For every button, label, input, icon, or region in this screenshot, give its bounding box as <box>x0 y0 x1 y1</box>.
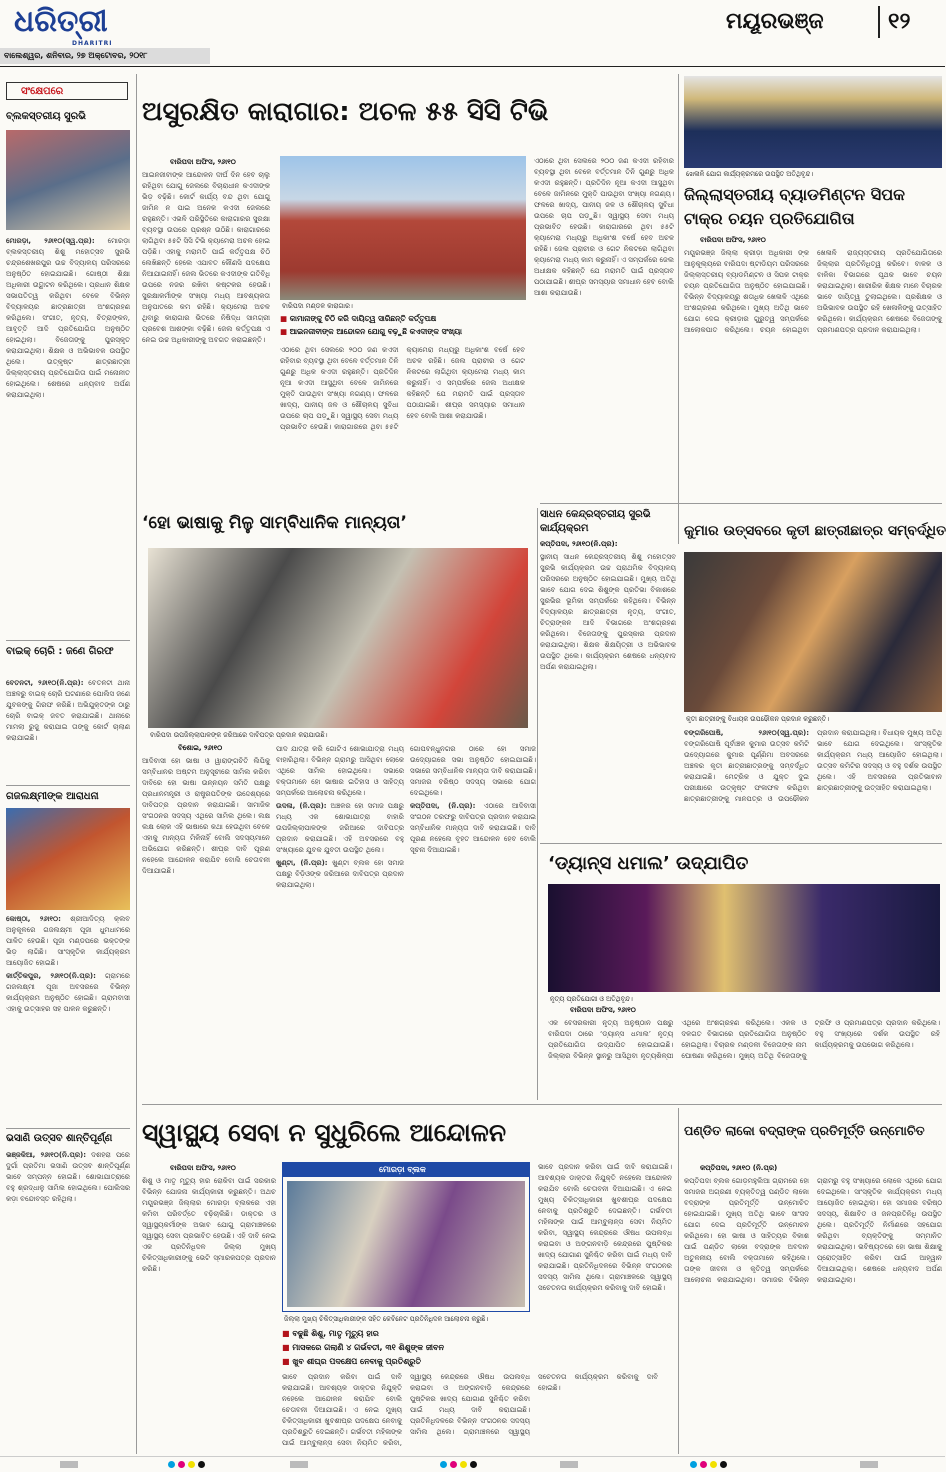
lead-highlight-1-text: କାମାନାଙ୍କୁ ଚିଠି କରି ଦାୟିତ୍ୱ ସାରିଛନ୍ତି କର୍ତ୍ତୃପକ୍ଷ <box>289 314 437 323</box>
print-swatch-yellow-1 <box>188 1461 195 1468</box>
health-highlight-1-text: ବଢୁଛି ଶିଶୁ, ମାତୃ ମୃତ୍ୟୁ ହାର <box>292 1329 379 1338</box>
ho-photo-caption: ବାରିପଦା ଉପଜିଲ୍ଲାପାଳଙ୍କ ଜରିଆରେ ଦାବିପତ୍ର ପ୍ରଦାନ କରାଯାଉଛି। <box>150 731 328 739</box>
dance-dateline: ବାରିପଦା ଅଫିସ, ୨୬ା୧୦ <box>570 1006 636 1014</box>
badminton-body: ମୟୂରଭଞ୍ଜ ଜିଲ୍ଲା କ୍ରୀଡ଼ା ଅଧିକାରୀ ଙ୍କ ଆନୁକୂଲ୍ୟରେ ବାରିପଦା ଷ୍ଟାଡିୟମ ପରିସରରେ ଜିଲ୍ଲାସ୍ତରୀୟ ବ୍ୟାଡମିଣ୍ଟନ ଓ ସିପକ ଟାକ୍ର ଚୟନ ପ୍ରତିଯୋଗିତା ଅନୁଷ୍ଠିତ ହୋଇଯାଇଛି। ବିଭିନ୍ନ ବିଦ୍ୟାଳୟରୁ ଶତାଧିକ ଖେଳାଳି ଏଥିରେ ଅଂଶଗ୍ରହଣ କରିଥିଲେ। ମୁଖ୍ୟ ଅତିଥି ଭାବେ ଯୋଗ ଦେଇ କ୍ରୀଡ଼ାର ଗୁରୁତ୍ୱ ସମ୍ପର୍କରେ ଆଲୋକପାତ କରିଥିଲେ। ଚୟନ ହୋଇଥିବା ଖେଳାଳି ରାଜ୍ୟସ୍ତରୀୟ ପ୍ରତିଯୋଗିତାରେ ଜିଲ୍ଲାର ପ୍ରତିନିଧିତ୍ୱ କରିବେ। ବାଳକ ଓ ବାଳିକା ବିଭାଗରେ ପୃଥକ ଭାବେ ଚୟନ କରାଯାଇଥିଲା। ଶାରୀରିକ ଶିକ୍ଷକ ମାନେ ବିଚାରକ ଭାବେ ଦାୟିତ୍ୱ ତୁଲାଇଥିଲେ। ପ୍ରଶିକ୍ଷକ ଓ ଅଭିଭାବକ ଉପସ୍ଥିତ ରହି ଖେଳାଳିଙ୍କୁ ଉତ୍ସାହିତ କରିଥିଲେ। କାର୍ଯ୍ୟକ୍ରମ ଶେଷରେ ବିଜେତାଙ୍କୁ ପ୍ରମାଣପତ୍ର ପ୍ରଦାନ କରାଯାଇଥିଲା। <box>684 249 942 334</box>
print-swatch-yellow-2 <box>460 1461 467 1468</box>
ho-dateline3: ଖୁଣ୍ଟା, (ନି.ପ୍ର): <box>276 859 328 867</box>
brief3-article <box>6 914 130 1124</box>
page-number: ୧୨ <box>888 9 911 34</box>
brief2-dateline: ବେତନଟୀ, ୨୬ା୧୦(ନି.ପ୍ର): <box>6 679 84 687</box>
brief2-body: ବେତନଟୀ ଥାନା ଅଞ୍ଚଳରୁ ବାଇକ୍ ଚୋରି ଘଟଣାରେ ପୋଲିସ ଜଣେ ଯୁବକଙ୍କୁ ଗିରଫ କରିଛି। ଅଭିଯୁକ୍ତଙ୍କ ଠାରୁ ଚୋରି ବାଇକ୍ ଜବତ କରାଯାଇଛି। ଥାନାରେ ମାମଲା ରୁଜୁ କରାଯାଇ ତାଙ୍କୁ କୋର୍ଟ ଚାଲାଣ କରାଯାଇଛି। <box>6 679 130 742</box>
briefs-box-title: ସଂକ୍ଷେପରେ <box>21 86 64 97</box>
lead-body-c <box>534 156 674 501</box>
ho-body-e: ଗୋପବନ୍ଧୁନଗର ଠାରେ ହୋ ସମାଜ ଉଦ୍ୟୋଗରେ ସଭା ଅନୁଷ୍ଠିତ ହୋଇଯାଇଛି। ସଭାରେ ସମ୍ବିଧାନିକ ମାନ୍ୟତା ଦାବି କରାଯାଇଛି। ସମାଜର ବରିଷ୍ଠ ସଦସ୍ୟ ସଭାରେ ଯୋଗ ଦେଇଥିଲେ। <box>410 745 536 797</box>
brief3-body: ଶ୍ରୀଆଦିତ୍ୟ କ୍ଲବ ଅନୁକୂଳରେ ଗଜଲକ୍ଷ୍ମୀ ପୂଜା ଧୁମଧାମରେ ପାଳିତ ହେଉଛି। ପୂଜା ମଣ୍ଡପରେ ଭକ୍ତଙ୍କ ଭିଡ଼ ଲାଗିଛି। ସାଂସ୍କୃତିକ କାର୍ଯ୍ୟକ୍ରମ ଆୟୋଜିତ ହୋଇଛି। <box>6 915 130 967</box>
brief4-article <box>6 1150 130 1450</box>
ho-photo <box>148 548 528 728</box>
brief3-dateline2: କାର୍ତ୍ତିକପୁର, ୨୬ା୧୦(ନି.ପ୍ର): <box>6 972 96 980</box>
briefs-box-header <box>6 82 128 100</box>
lead-photo-jail <box>280 156 526 300</box>
health-box-header <box>283 1163 529 1177</box>
section-title: ମୟୂରଭଞ୍ଜ <box>726 9 824 34</box>
masthead-right <box>720 0 945 48</box>
print-swatch-magenta-2 <box>450 1461 457 1468</box>
health-highlight-2-text: ମାସକରେ ଗଲାଣି ୪ ଗର୍ଭବତୀ, ୩୧ ଶିଶୁଙ୍କ ଜୀବନ <box>292 1343 445 1352</box>
ho-dateline4: କପ୍ତିପଦା, (ନି.ପ୍ର): <box>410 802 476 810</box>
health-box <box>282 1162 530 1312</box>
print-swatch-cyan-2 <box>440 1461 447 1468</box>
sadhan-headline: ସାଧନ କେନ୍ଦ୍ରସ୍ତରୀୟ ସୁରଭି କାର୍ଯ୍ୟକ୍ରମ <box>540 509 651 534</box>
health-highlight-2: ■ ମାସକରେ ଗଲାଣି ୪ ଗର୍ଭବତୀ, ୩୧ ଶିଶୁଙ୍କ ଜୀବନ <box>282 1343 445 1352</box>
lead-dateline: ବାରିପଦା ଅଫିସ, ୨୬ା୧୦ <box>170 158 236 166</box>
health-body-c: ଭାବେ ପ୍ରଦାନ କରିବା ପାଇଁ ଦାବି କରାଯାଇଛି। ଆବଶ୍ୟକ ଡାକ୍ତର ନିଯୁକ୍ତି ନହେଲେ ଆନ୍ଦୋଳନ କରାଯିବ ବୋଲି ଚେତାବନୀ ଦିଆଯାଇଛି। ଏ ନେଇ ମୁଖ୍ୟ ଚିକିତ୍ସାଧିକାରୀ ଖୁବଶୀଘ୍ର ପଦକ୍ଷେପ ନେବାକୁ ପ୍ରତିଶ୍ରୁତି ଦେଇଛନ୍ତି। ଗର୍ଭବତୀ ମହିଳାଙ୍କ ପାଇଁ ଆମ୍ବୁଲାନ୍ସ ସେବା ନିୟମିତ କରିବା, ସ୍ୱାସ୍ଥ୍ୟ କେନ୍ଦ୍ରରେ ଔଷଧ ଉପଲବ୍ଧ କରାଇବା ଓ ଅଙ୍ଗନବାଡ଼ି କେନ୍ଦ୍ରରେ ପୁଷ୍ଟିକର ଖାଦ୍ୟ ଯୋଗାଣ ସୁନିଶ୍ଚିତ କରିବା ପାଇଁ ମଧ୍ୟ ଦାବି କରାଯାଇଛି। ପ୍ରତିନିଧିଦଳରେ ବିଭିନ୍ନ ସଂଗଠନର ସଦସ୍ୟ ସାମିଲ ଥିଲେ। ଗ୍ରାମାଞ୍ଚଳରେ ସ୍ୱାସ୍ଥ୍ୟ ସଚେତନତା କାର୍ଯ୍ୟକ୍ରମ କରିବାକୁ ଦାବି ହୋଇଛି। <box>538 1163 672 1292</box>
health-body-b: ଭାବେ ପ୍ରଦାନ କରିବା ପାଇଁ ଦାବି କରାଯାଇଛି। ଆବଶ୍ୟକ ଡାକ୍ତର ନିଯୁକ୍ତି ନହେଲେ ଆନ୍ଦୋଳନ କରାଯିବ ବୋଲି ଚେତାବନୀ ଦିଆଯାଇଛି। ଏ ନେଇ ମୁଖ୍ୟ ଚିକିତ୍ସାଧିକାରୀ ଖୁବଶୀଘ୍ର ପଦକ୍ଷେପ ନେବାକୁ ପ୍ରତିଶ୍ରୁତି ଦେଇଛନ୍ତି। ଗର୍ଭବତୀ ମହିଳାଙ୍କ ପାଇଁ ଆମ୍ବୁଲାନ୍ସ ସେବା ନିୟମିତ କରିବା, ସ୍ୱାସ୍ଥ୍ୟ କେନ୍ଦ୍ରରେ ଔଷଧ ଉପଲବ୍ଧ କରାଇବା ଓ ଅଙ୍ଗନବାଡ଼ି କେନ୍ଦ୍ରରେ ପୁଷ୍ଟିକର ଖାଦ୍ୟ ଯୋଗାଣ ସୁନିଶ୍ଚିତ କରିବା ପାଇଁ ମଧ୍ୟ ଦାବି କରାଯାଇଛି। ପ୍ରତିନିଧିଦଳରେ ବିଭିନ୍ନ ସଂଗଠନର ସଦସ୍ୟ ସାମିଲ ଥିଲେ। ଗ୍ରାମାଞ୍ଚଳରେ ସ୍ୱାସ୍ଥ୍ୟ ସଚେତନତା କାର୍ଯ୍ୟକ୍ରମ କରିବାକୁ ଦାବି ହୋଇଛି। <box>282 1373 658 1447</box>
brief4-body: ଦଶହରା ପରେ ଦୁର୍ଗା ପ୍ରତିମା ଭସାଣି ଉତ୍ସବ ଶାନ୍ତିପୂର୍ଣ୍ଣ ଭାବେ ସମ୍ପନ୍ନ ହୋଇଛି। ଶୋଭାଯାତ୍ରାରେ ବହୁ ଶ୍ରଦ୍ଧାଳୁ ସାମିଲ ହୋଇଥିଲେ। ପୋଲିସର କଡ଼ା ବନ୍ଦୋବସ୍ତ ରହିଥିଲା। <box>6 1151 130 1203</box>
lead-body-c-text: ଏଠାରେ ଥିବା ସେଲରେ ୨୦୦ ଜଣ କଏଦୀ ରହିବାର ବ୍ୟବସ୍ଥା ଥିବା ବେଳେ ବର୍ତ୍ତମାନ ତିନି ଗୁଣରୁ ଅଧିକ କଏଦୀ ରହୁଛନ୍ତି। ପ୍ରତିଦିନ ନୂଆ କଏଦୀ ଆସୁଥିବା ବେଳେ ଜାମିନରେ ମୁକ୍ତି ପାଉଥିବା ସଂଖ୍ୟା ନଗଣ୍ୟ। ଫଳରେ ଖାଦ୍ୟ, ପାନୀୟ ଜଳ ଓ ଶୌଚାଳୟ ସୁବିଧା ଉପରେ ଚାପ ପଡ଼ୁଛି। ସ୍ୱାସ୍ଥ୍ୟ ସେବା ମଧ୍ୟ ପ୍ରଭାବିତ ହେଉଛି। କାରାଗାରରେ ଥିବା ୫୫ଟି କ୍ୟାମେରା ମଧ୍ୟରୁ ଅଧିକାଂଶ ବର୍ଷେ ହେବ ଅଚଳ ରହିଛି। ଜେଲ ପ୍ରାଚୀର ଓ ଗେଟ ନିକଟରେ ଲାଗିଥିବା କ୍ୟାମେରା ମଧ୍ୟ କାମ କରୁନାହିଁ। ଏ ସମ୍ପର୍କରେ ଜେଲ ଅଧୀକ୍ଷକ କହିଛନ୍ତି ଯେ ମରାମତି ପାଇଁ ପ୍ରସ୍ତାବ ପଠାଯାଇଛି। ଶୀଘ୍ର ସମସ୍ୟାର ସମାଧାନ ହେବ ବୋଲି ଆଶା କରାଯାଉଛି। <box>534 157 674 297</box>
print-swatch-yellow-3 <box>710 1461 717 1468</box>
lead-body-a: ଆଇନଜୀବୀଙ୍କ ଆନ୍ଦୋଳନ ଦୀର୍ଘ ଦିନ ହେବ ଚାଲୁ ରହିଥିବା ଯୋଗୁ ଜେଲରେ ବିଚାରାଧୀନ କଏଦୀଙ୍କ ଭିଡ଼ ବଢ଼ିଛି। କୋର୍ଟ କାର୍ଯ୍ୟ ବନ୍ଦ ଥିବା ଯୋଗୁ ଜାମିନ ନ ପାଇ ଅନେକ କଏଦୀ ଜେଲରେ ରହୁଛନ୍ତି। ଏଭଳି ପରିସ୍ଥିତିରେ କାରାଗାରର ସୁରକ୍ଷା ବ୍ୟବସ୍ଥା ଉପରେ ପ୍ରଶ୍ନ ଉଠିଛି। କାରାଗାରରେ ଲାଗିଥିବା ୫୫ଟି ସିସି ଟିଭି କ୍ୟାମେରା ଅଚଳ ହୋଇ ପଡ଼ିଛି। ଏହାକୁ ମରାମତି ପାଇଁ କର୍ତ୍ତୃପକ୍ଷ ଚିଠି ଲେଖିଛନ୍ତି ହେଲେ ଏଯାବତ କୌଣସି ପଦକ୍ଷେପ ନିଆଯାଇନାହିଁ। ଜେଲ ଭିତରେ କଏଦୀଙ୍କ ଗତିବିଧି ଉପରେ ନଜର ରଖିବା କଷ୍ଟକର ହେଉଛି। ସୁରକ୍ଷାକର୍ମୀଙ୍କ ସଂଖ୍ୟା ମଧ୍ୟ ଆବଶ୍ୟକତା ଅନୁପାତରେ କମ ରହିଛି। କ୍ୟାମେରା ଅଚଳ ଥିବାରୁ କାରାଗାର ଭିତରେ ନିଷିଦ୍ଧ ସାମଗ୍ରୀ ପ୍ରବେଶ ଆଶଙ୍କା ବଢ଼ିଛି। ଜେଲ କର୍ତ୍ତୃପକ୍ଷ ଏ ନେଇ ଉଚ୍ଚ ଅଧିକାରୀଙ୍କୁ ଅବଗତ କରାଇଛନ୍ତି। <box>142 171 270 344</box>
dance-body: ଏକ ବେସରକାରୀ ନୃତ୍ୟ ଅନୁଷ୍ଠାନ ପକ୍ଷରୁ ବାରିପଦା ଠାରେ ‘ଡ୍ୟାନ୍ସ ଧମାଲ’ ନୃତ୍ୟ ପ୍ରତିଯୋଗିତା ଉଦ୍ଯାପିତ ହୋଇଯାଇଛି। ଜିଲ୍ଲାର ବିଭିନ୍ନ ସ୍ଥାନରୁ ଆସିଥିବା ନୃତ୍ୟଶିଳ୍ପୀ ଏଥିରେ ଅଂଶଗ୍ରହଣ କରିଥିଲେ। ଏକକ ଓ ଦଳଗତ ବିଭାଗରେ ପ୍ରତିଯୋଗିତା ଅନୁଷ୍ଠିତ ହୋଇଥିଲା। ବିଚାରକ ମଣ୍ଡଳୀ ବିଜେତାଙ୍କ ନାମ ଘୋଷଣା କରିଥିଲେ। ମୁଖ୍ୟ ଅତିଥି ବିଜେତାଙ୍କୁ ଟ୍ରଫି ଓ ପ୍ରମାଣପତ୍ର ପ୍ରଦାନ କରିଥିଲେ। ବହୁ ସଂଖ୍ୟାରେ ଦର୍ଶକ ଉପସ୍ଥିତ ରହି କାର୍ଯ୍ୟକ୍ରମକୁ ଉପଭୋଗ କରିଥିଲେ। <box>548 1019 940 1060</box>
print-swatch-magenta-1 <box>178 1461 185 1468</box>
ho-body-f: ଏଠାରେ ଆଦିବାସୀ ସଂଗଠନ ତରଫରୁ ଦାବିପତ୍ର ପ୍ରଦାନ କରାଯାଇ ସମ୍ବିଧାନିକ ମାନ୍ୟତା ଦାବି କରାଯାଇଛି। ଦାବି ପୂରଣ ନହେଲେ ବୃହତ ଆନ୍ଦୋଳନ ହେବ ବୋଲି ସୂଚନା ଦିଆଯାଇଛି। <box>410 802 536 854</box>
brief3-photo <box>6 808 130 910</box>
dance-photo-caption: ନୃତ୍ୟ ପ୍ରତିଯୋଗୀ ଓ ଅତିଥିବୃନ୍ଦ। <box>550 995 633 1003</box>
newspaper-logo: ଧରିତ୍ରୀ <box>14 4 108 39</box>
print-swatch-black-3 <box>720 1461 727 1468</box>
statue-dateline: କପ୍ତିପଦା, ୨୬ା୧୦ (ନି.ପ୍ର) <box>700 1164 778 1172</box>
kumar-photo-caption: କୃତୀ ଛାତ୍ରୀଙ୍କୁ ବିଧାୟକ ଉପଢୌକନ ପ୍ରଦାନ କରୁଛନ୍ତି। <box>686 715 830 723</box>
lead-highlight-2-text: ଆଇନଜୀବୀଙ୍କ ଆନ୍ଦୋଳନ ଯୋଗୁ ବଢ଼ୁଛି କଏଦୀଙ୍କ ସଂଖ୍ୟା <box>289 327 462 336</box>
kumar-dateline: ବଙ୍ଗରିପୋଷି, ୨୬ା୧୦(ସ୍ୱ.ପ୍ର): <box>684 729 809 737</box>
health-highlight-3-text: ଖୁବ ଶୀଘ୍ର ପଦକ୍ଷେପ ନେବାକୁ ପ୍ରତିଶ୍ରୁତି <box>292 1357 422 1366</box>
brief3-headline: ଗଜଲକ୍ଷ୍ମୀଙ୍କ ଆରାଧନା <box>6 791 99 802</box>
health-highlight-1: ■ ବଢୁଛି ଶିଶୁ, ମାତୃ ମୃତ୍ୟୁ ହାର <box>282 1329 379 1338</box>
ho-headline: ‘ହୋ ଭାଷାକୁ ମିଳୁ ସାମ୍ବିଧାନିକ ମାନ୍ୟତା’ <box>142 513 407 533</box>
lead-highlight-1: ■ କାମାନାଙ୍କୁ ଚିଠି କରି ଦାୟିତ୍ୱ ସାରିଛନ୍ତି କର୍ତ୍ତୃପକ୍ଷ <box>280 314 437 323</box>
health-photo <box>287 1181 525 1307</box>
kumar-photo <box>684 552 942 712</box>
ho-body-b: ପାଦ ଯାତ୍ରା କରି ଗୋଟିଏ ଶୋଭାଯାତ୍ରା ମଧ୍ୟ ବାହାରିଥିଲା। ବିଭିନ୍ନ ଗ୍ରାମରୁ ଆସିଥିବା ଲୋକେ ଏଥିରେ ସାମିଲ ହୋଇଥିଲେ। ସଭାରେ ବକ୍ତାମାନେ ହୋ ଭାଷାର ଇତିହାସ ଓ ସାହିତ୍ୟ ସମ୍ପର୍କରେ ଆଲୋଚନା କରିଥିଲେ। <box>276 745 404 797</box>
brief1-photo <box>6 130 130 230</box>
brief3-body2: ଗ୍ରାମରେ ଗଜଲକ୍ଷ୍ମୀ ପୂଜା ଅବସରରେ ବିଭିନ୍ନ କାର୍ଯ୍ୟକ୍ରମ ଅନୁଷ୍ଠିତ ହୋଇଛି। ଗ୍ରାମବାସୀ ଏହାକୁ ଉତ୍ସାହର ସହ ପାଳନ କରୁଛନ୍ତି। <box>6 972 130 1013</box>
dance-photo <box>548 884 940 992</box>
print-swatch-cyan-1 <box>168 1461 175 1468</box>
print-swatch-cyan-3 <box>690 1461 697 1468</box>
ho-body-d: ଖୁଣ୍ଟା ବ୍ଲକ ହୋ ସମାଜ ପକ୍ଷରୁ ବିଡ଼ିଓଙ୍କ ଜରିଆରେ ଦାବିପତ୍ର ପ୍ରଦାନ କରାଯାଇଥିଲା। <box>276 859 404 889</box>
health-dateline: ବାରିପଦା ଅଫିସ, ୨୬ା୧୦ <box>170 1164 236 1172</box>
health-photo-caption: ଜିଲ୍ଲା ମୁଖ୍ୟ ଚିକିତ୍ସାଧିକାରୀଙ୍କ ସହିତ କେବିନେଟ ପ୍ରତିନିଧିଦଳ ଆଲୋଚନା କରୁଛି। <box>284 1315 489 1323</box>
brief1-headline: ବ୍ଲକସ୍ତରୀୟ ସୁରଭି <box>6 111 87 122</box>
lead-headline: ଅସୁରକ୍ଷିତ କାରାଗାର: ଅଚଳ ୫୫ ସିସି ଟିଭି <box>142 97 549 127</box>
kumar-article <box>684 728 942 840</box>
ho-body-a: ଆଦିବାସୀ ହୋ ଭାଷା ଓ ୱାରାଙ୍ଗଚିତି ଲିପିକୁ ସମ୍ବିଧାନର ଅଷ୍ଟମ ଅନୁସୂଚୀରେ ସାମିଲ କରିବା ଦାବିରେ ହୋ ଭାଷା ଉନ୍ନୟନ ସମିତି ପକ୍ଷରୁ ପ୍ରଧାନମନ୍ତ୍ରୀ ଓ ରାଷ୍ଟ୍ରପତିଙ୍କ ଉଦ୍ଦେଶ୍ୟରେ ଦାବିପତ୍ର ପ୍ରଦାନ କରାଯାଇଛି। ସାମାଜିକ ସଂଗଠନର ସଦସ୍ୟ ଏଥିରେ ସାମିଲ ଥିଲେ। ଲକ୍ଷ ଲକ୍ଷ ଲୋକ ଏହି ଭାଷାରେ କଥା ହେଉଥିବା ବେଳେ ଏହାକୁ ମାନ୍ୟତା ମିଳିନାହିଁ ବୋଲି ସଦସ୍ୟମାନେ ଅଭିଯୋଗ କରିଛନ୍ତି। ଶୀଘ୍ର ଦାବି ପୂରଣ ନହେଲେ ଆନ୍ଦୋଳନ କରାଯିବ ବୋଲି ଚେତାବନୀ ଦିଆଯାଇଛି। <box>142 757 270 875</box>
dateline-text: ବାଲେଶ୍ୱର, ଶନିବାର, ୨୭ ଅକ୍ଟୋବର, ୨୦୧୮ <box>4 51 148 60</box>
lead-photo-caption: ବାରିପଦା ମଣ୍ଡଳ କାରାଗାର। <box>282 302 353 310</box>
health-headline: ସ୍ୱାସ୍ଥ୍ୟ ସେବା ନ ସୁଧୁରିଲେ ଆନ୍ଦୋଳନ <box>142 1118 507 1147</box>
print-mark-mid-1 <box>290 1461 308 1468</box>
ho-col-3 <box>410 744 536 1098</box>
badminton-photo <box>684 76 942 168</box>
newspaper-logo-sub: DHARITRI <box>72 40 113 47</box>
brief3-dateline: କୋଷ୍ଠା, ୨୬ା୧୦: <box>6 915 61 923</box>
kumar-headline: କୁମାର ଉତ୍ସବରେ କୃତୀ ଛାତ୍ରୀଛାତ୍ର ସମ୍ବର୍ଦ୍ଧିତ <box>684 523 946 539</box>
print-swatch-magenta-3 <box>700 1461 707 1468</box>
brief2-headline: ବାଇକ୍ ଚୋରି : ଜଣେ ଗିରଫ <box>6 646 114 657</box>
badminton-headline: ଜିଲ୍ଲାସ୍ତରୀୟ ବ୍ୟାଡମିଣ୍ଟନ ସିପକ ଟାକ୍ର ଚୟନ ପ୍ରତିଯୋଗିତା <box>684 185 905 228</box>
statue-headline: ପଣ୍ଡିତ ଲାକୋ ବଦ୍ରାଙ୍କ ପ୍ରତିମୂର୍ତ୍ତି ଉନ୍ମୋଚିତ <box>684 1123 925 1138</box>
brief1-body: ମୋରଡ଼ା ବ୍ଲକସ୍ତରୀୟ ଶିଶୁ ମହୋତ୍ସବ ସୁରଭି ଚନ୍ଦ୍ରଶେଖରପୁର ଉଚ୍ଚ ବିଦ୍ୟାଳୟ ପରିସରରେ ଅନୁଷ୍ଠିତ ହୋଇଯାଇଛି। ଗୋଷ୍ଠୀ ଶିକ୍ଷା ଅଧିକାରୀ ଉଦ୍ଘାଟନ କରିଥିଲେ। ପ୍ରଧାନ ଶିକ୍ଷକ ସଭାପତିତ୍ୱ କରିଥିବା ବେଳେ ବିଭିନ୍ନ ବିଦ୍ୟାଳୟର ଛାତ୍ରଛାତ୍ରୀ ଅଂଶଗ୍ରହଣ କରିଥିଲେ। ସଂଗୀତ, ନୃତ୍ୟ, ଚିତ୍ରାଙ୍କନ, ଆବୃତ୍ତି ଆଦି ପ୍ରତିଯୋଗିତା ଅନୁଷ୍ଠିତ ହୋଇଥିଲା। ବିଜେତାଙ୍କୁ ପୁରସ୍କୃତ କରାଯାଇଥିଲା। ଶିକ୍ଷକ ଓ ଅଭିଭାବକ ଉପସ୍ଥିତ ଥିଲେ। ଉତ୍କୃଷ୍ଟ ଛାତ୍ରଛାତ୍ରୀ ଜିଲ୍ଲାସ୍ତରୀୟ ପ୍ରତିଯୋଗିତା ପାଇଁ ମନୋନୀତ ହୋଇଥିଲେ। ଶେଷରେ ଧନ୍ୟବାଦ ଅର୍ପଣ କରାଯାଇଥିଲା। <box>6 237 130 399</box>
badminton-dateline: ବାରିପଦା ଅଫିସ, ୨୬ା୧୦ <box>700 236 766 244</box>
print-mark-right <box>860 1461 878 1468</box>
dance-headline: ‘ଡ୍ୟାନ୍ସ ଧମାଲ’ ଉଦ୍ଯାପିତ <box>548 853 749 874</box>
masthead-left <box>0 0 430 70</box>
health-body-a: ଶିଶୁ ଓ ମାତୃ ମୃତ୍ୟୁ ହାର ରୋକିବା ପାଇଁ ସରକାର ବିଭିନ୍ନ ଯୋଜନା କାର୍ଯ୍ୟକାରୀ କରୁଛନ୍ତି। ଅଥଚ ମୟୂରଭଞ୍ଜ ଜିଲ୍ଲାର ମୋରଡ଼ା ବ୍ଲକରେ ଏହା କମିବା ପରିବର୍ତ୍ତେ ବଢ଼ିଚାଲିଛି। ଡାକ୍ତର ଓ ସ୍ୱାସ୍ଥ୍ୟକର୍ମୀଙ୍କ ଅଭାବ ଯୋଗୁ ଗ୍ରାମାଞ୍ଚଳରେ ସ୍ୱାସ୍ଥ୍ୟ ସେବା ପ୍ରଭାବିତ ହେଉଛି। ଏହି ଦାବି ନେଇ ଏକ ପ୍ରତିନିଧିଦଳ ଜିଲ୍ଲା ମୁଖ୍ୟ ଚିକିତ୍ସାଧିକାରୀଙ୍କୁ ଭେଟି ସ୍ମାରକପତ୍ର ପ୍ରଦାନ କରିଛି। <box>142 1177 276 1273</box>
ho-body-c: ଅଞ୍ଚଳର ହୋ ସମାଜ ପକ୍ଷରୁ ମଧ୍ୟ ଏକ ଶୋଭାଯାତ୍ରା ବାହାରି ଉପଜିଲ୍ଲାପାଳଙ୍କ ଜରିଆରେ ଦାବିପତ୍ର ପ୍ରଦାନ କରାଯାଇଛି। ଏହି ଅବସରରେ ବହୁ ସଂଖ୍ୟାରେ ଯୁବକ ଯୁବତୀ ଉପସ୍ଥିତ ଥିଲେ। <box>276 802 404 854</box>
statue-body: କପ୍ତିପଦା ବ୍ଲକ ଗୋଡ଼ମହୁଲିଆ ଗ୍ରାମରେ ହୋ ସମାଜର ଅଗ୍ରଣୀ ବ୍ୟକ୍ତିତ୍ୱ ପଣ୍ଡିତ ଲାକୋ ବଦ୍ରାଙ୍କ ପ୍ରତିମୂର୍ତ୍ତି ଉନ୍ମୋଚିତ ହୋଇଯାଇଛି। ମୁଖ୍ୟ ଅତିଥି ଭାବେ ସାଂସଦ ଯୋଗ ଦେଇ ପ୍ରତିମୂର୍ତ୍ତି ଉନ୍ମୋଚନ କରିଥିଲେ। ହୋ ଭାଷା ଓ ସାହିତ୍ୟର ବିକାଶ ପାଇଁ ପଣ୍ଡିତ ଲାକୋ ବଦ୍ରାଙ୍କ ଅବଦାନ ଅତୁଳନୀୟ ବୋଲି ବକ୍ତାମାନେ କହିଥିଲେ। ତାଙ୍କ ଜୀବନୀ ଓ କୃତିତ୍ୱ ସମ୍ପର୍କରେ ଆଲୋଚନା କରାଯାଇଥିଲା। ସମାଜର ବିଭିନ୍ନ ଗ୍ରାମରୁ ବହୁ ସଂଖ୍ୟାରେ ଲୋକେ ଏଥିରେ ଯୋଗ ଦେଇଥିଲେ। ସାଂସ୍କୃତିକ କାର୍ଯ୍ୟକ୍ରମ ମଧ୍ୟ ଆୟୋଜିତ ହୋଇଥିଲା। ହୋ ସମାଜର ବରିଷ୍ଠ ସଦସ୍ୟ, ଶିକ୍ଷାବିତ ଓ ଜନପ୍ରତିନିଧି ଉପସ୍ଥିତ ଥିଲେ। ପ୍ରତିମୂର୍ତ୍ତି ନିର୍ମାଣରେ ସହଯୋଗ କରିଥିବା ବ୍ୟକ୍ତିଙ୍କୁ ସମ୍ମାନିତ କରାଯାଇଥିଲା। ଭବିଷ୍ୟତରେ ହୋ ଭାଷା ଶିକ୍ଷାକୁ ପ୍ରୋତ୍ସାହିତ କରିବା ପାଇଁ ଆହ୍ୱାନ ଦିଆଯାଇଥିଲା। ଶେଷରେ ଧନ୍ୟବାଦ ଅର୍ପଣ କରାଯାଇଥିଲା। <box>684 1177 942 1284</box>
health-highlight-3: ■ ଖୁବ ଶୀଘ୍ର ପଦକ୍ଷେପ ନେବାକୁ ପ୍ରତିଶ୍ରୁତି <box>282 1357 422 1366</box>
lead-body-b: ଏଠାରେ ଥିବା ସେଲରେ ୨୦୦ ଜଣ କଏଦୀ ରହିବାର ବ୍ୟବସ୍ଥା ଥିବା ବେଳେ ବର୍ତ୍ତମାନ ତିନି ଗୁଣରୁ ଅଧିକ କଏଦୀ ରହୁଛନ୍ତି। ପ୍ରତିଦିନ ନୂଆ କଏଦୀ ଆସୁଥିବା ବେଳେ ଜାମିନରେ ମୁକ୍ତି ପାଉଥିବା ସଂଖ୍ୟା ନଗଣ୍ୟ। ଫଳରେ ଖାଦ୍ୟ, ପାନୀୟ ଜଳ ଓ ଶୌଚାଳୟ ସୁବିଧା ଉପରେ ଚାପ ପଡ଼ୁଛି। ସ୍ୱାସ୍ଥ୍ୟ ସେବା ମଧ୍ୟ ପ୍ରଭାବିତ ହେଉଛି। କାରାଗାରରେ ଥିବା ୫୫ଟି କ୍ୟାମେରା ମଧ୍ୟରୁ ଅଧିକାଂଶ ବର୍ଷେ ହେବ ଅଚଳ ରହିଛି। ଜେଲ ପ୍ରାଚୀର ଓ ଗେଟ ନିକଟରେ ଲାଗିଥିବା କ୍ୟାମେରା ମଧ୍ୟ କାମ କରୁନାହିଁ। ଏ ସମ୍ପର୍କରେ ଜେଲ ଅଧୀକ୍ଷକ କହିଛନ୍ତି ଯେ ମରାମତି ପାଇଁ ପ୍ରସ୍ତାବ ପଠାଯାଇଛି। ଶୀଘ୍ର ସମସ୍ୟାର ସମାଧାନ ହେବ ବୋଲି ଆଶା କରାଯାଉଛି। <box>280 346 525 431</box>
print-swatch-black-1 <box>198 1461 205 1468</box>
ho-dateline2: ଉଦଳା, (ନି.ପ୍ର): <box>276 802 327 810</box>
brief1-article <box>6 236 130 636</box>
print-mark-left <box>60 1461 78 1468</box>
lead-highlight-2: ■ ଆଇନଜୀବୀଙ୍କ ଆନ୍ଦୋଳନ ଯୋଗୁ ବଢ଼ୁଛି କଏଦୀଙ୍କ ସଂଖ୍ୟା <box>280 327 462 336</box>
kumar-body: ବଙ୍ଗରିପୋଷି ପୂର୍ବାଞ୍ଚଳ କୁମାର ଉତ୍ସବ କମିଟି ଉଦ୍ୟୋଗରେ କୁମାର ପୂର୍ଣ୍ଣିମା ଅବସରରେ ଅଞ୍ଚଳର କୃତୀ ଛାତ୍ରୀଛାତ୍ରଙ୍କୁ ସମ୍ବର୍ଦ୍ଧିତ କରାଯାଇଛି। ମେଟ୍ରିକ ଓ ଯୁକ୍ତ ଦୁଇ ପରୀକ୍ଷାରେ ଉତ୍କୃଷ୍ଟ ଫଳାଫଳ କରିଥିବା ଛାତ୍ରଛାତ୍ରୀଙ୍କୁ ମାନପତ୍ର ଓ ଉପଢୌକନ ପ୍ରଦାନ କରାଯାଇଥିଲା। ବିଧାୟକ ମୁଖ୍ୟ ଅତିଥି ଭାବେ ଯୋଗ ଦେଇଥିଲେ। ସାଂସ୍କୃତିକ କାର୍ଯ୍ୟକ୍ରମ ମଧ୍ୟ ଆୟୋଜିତ ହୋଇଥିଲା। ଉତ୍ସବ କମିଟିର ସଦସ୍ୟ ଓ ବହୁ ଦର୍ଶକ ଉପସ୍ଥିତ ଥିଲେ। ଏହି ଅବସରରେ ପ୍ରତିଭାବାନ ଛାତ୍ରଛାତ୍ରୀଙ୍କୁ ଉତ୍ସାହିତ କରାଯାଇଥିଲା। <box>684 729 942 803</box>
brief4-dateline: ଭଞ୍ଜକିଆ, ୨୬ା୧୦(ନି.ପ୍ର): <box>6 1151 87 1159</box>
brief1-dateline: ମୋରଡ଼ା, ୨୬ା୧୦(ସ୍ୱ.ପ୍ର): <box>6 237 95 245</box>
ho-col-2 <box>276 744 404 1098</box>
brief4-headline: ଭସାଣି ଉତ୍ସବ ଶାନ୍ତିପୂର୍ଣ୍ଣ <box>6 1133 113 1144</box>
dateline-bar <box>0 48 210 64</box>
sadhan-body: ସ୍ଥାନୀୟ ସାଧନ କେନ୍ଦ୍ରସ୍ତରୀୟ ଶିଶୁ ମହୋତ୍ସବ ସୁରଭି କାର୍ଯ୍ୟକ୍ରମ ଉଚ୍ଚ ପ୍ରାଥମିକ ବିଦ୍ୟାଳୟ ପରିସରରେ ଅନୁଷ୍ଠିତ ହୋଇଯାଇଛି। ମୁଖ୍ୟ ଅତିଥି ଭାବେ ଯୋଗ ଦେଇ ଶିଶୁଙ୍କ ପ୍ରତିଭା ବିକାଶରେ ସୁରଭିର ଭୂମିକା ସମ୍ପର୍କରେ କହିଥିଲେ। ବିଭିନ୍ନ ବିଦ୍ୟାଳୟର ଛାତ୍ରଛାତ୍ରୀ ନୃତ୍ୟ, ସଂଗୀତ, ଚିତ୍ରାଙ୍କନ ଆଦି ବିଭାଗରେ ଅଂଶଗ୍ରହଣ କରିଥିଲେ। ବିଜେତାଙ୍କୁ ପୁରସ୍କାର ପ୍ରଦାନ କରାଯାଇଥିଲା। ଶିକ୍ଷକ ଶିକ୍ଷୟିତ୍ରୀ ଓ ଅଭିଭାବକ ଉପସ୍ଥିତ ଥିଲେ। କାର୍ଯ୍ୟକ୍ରମ ଶେଷରେ ଧନ୍ୟବାଦ ଅର୍ପଣ କରାଯାଇଥିଲା। <box>540 553 676 671</box>
print-swatch-black-2 <box>470 1461 477 1468</box>
ho-dateline: ବିଶୋଇ, ୨୬ା୧୦ <box>178 744 223 752</box>
print-mark-mid-2 <box>560 1461 578 1468</box>
brief2-article <box>6 678 130 778</box>
health-box-label: ମୋରଡ଼ା ବ୍ଲକ <box>379 1165 426 1174</box>
badminton-photo-caption: ଖେଳାଳି ଯୋଗ କାର୍ଯ୍ୟକ୍ରମରେ ଉପସ୍ଥିତ ଅତିଥିବୃନ୍ଦ। <box>686 170 814 178</box>
sadhan-dateline: କପ୍ତିପଦା, ୨୬ା୧୦(ନି.ପ୍ର): <box>540 540 618 548</box>
